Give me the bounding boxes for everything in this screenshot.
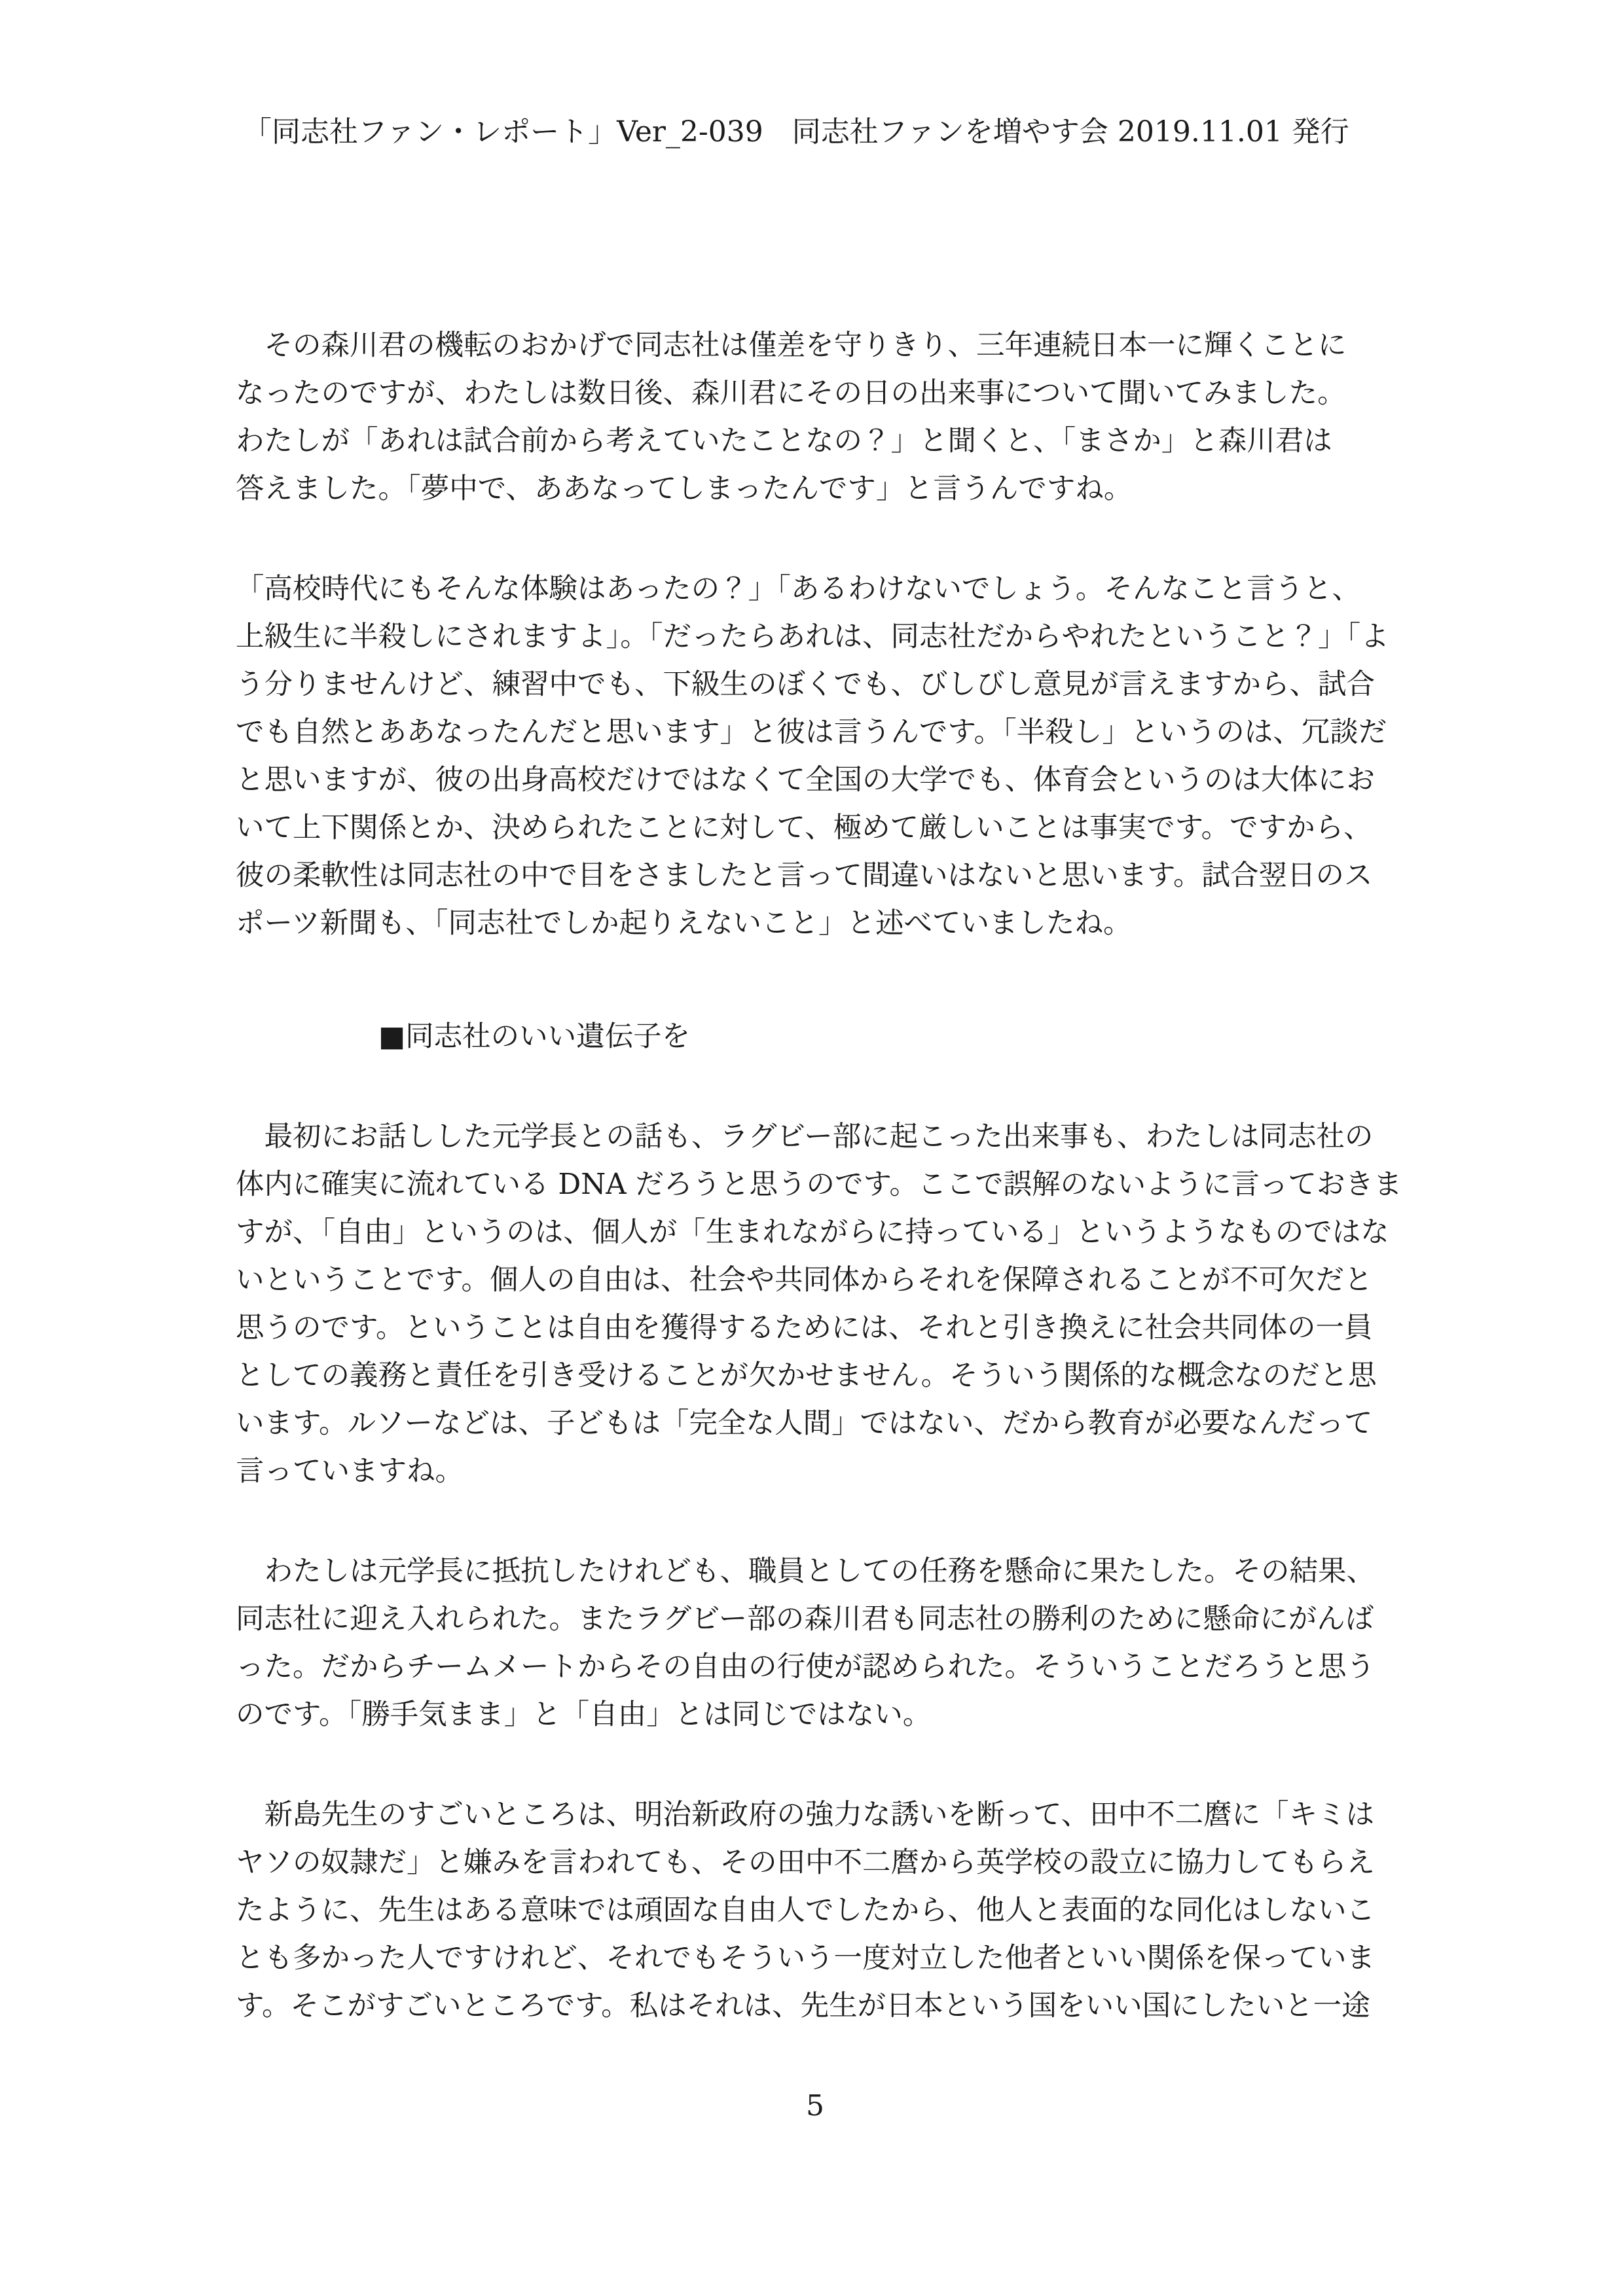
text-line: 同志社に迎え入れられた。またラグビー部の森川君も同志社の勝利のために懸命にがんば bbox=[236, 1603, 1374, 1636]
text-line: ポーツ新聞も、「同志社でしか起りえないこと」と述べていましたね。 bbox=[236, 907, 1132, 940]
text-line: 最初にお話しした元学長との話も、ラグビー部に起こった出来事も、わたしは同志社の bbox=[236, 1121, 1374, 1153]
text-line: でも自然とああなったんだと思います」と彼は言うんです。「半殺し」というのは、冗談だ bbox=[236, 716, 1387, 749]
text-line: のです。「勝手気まま」と「自由」とは同じではない。 bbox=[236, 1698, 932, 1731]
page-number: 5 bbox=[806, 2089, 824, 2123]
text-line: たように、先生はある意味では頑固な自由人でしたから、他人と表面的な同化はしないこ bbox=[236, 1894, 1375, 1927]
text-line: と思いますが、彼の出身高校だけではなくて全国の大学でも、体育会というのは大体にお bbox=[236, 764, 1375, 797]
text-line: ヤソの奴隷だ」と嫌みを言われても、その田中不二麿から英学校の設立に協力してもらえ bbox=[236, 1846, 1375, 1879]
text-line: わたしが「あれは試合前から考えていたことなの？」と聞くと、「まさか」と森川君は bbox=[236, 425, 1332, 457]
document-body bbox=[236, 322, 1402, 2083]
text-line: う分りませんけど、練習中でも、下級生のぼくでも、びしびし意見が言えますから、試合 bbox=[236, 668, 1375, 701]
paragraph bbox=[236, 565, 1395, 948]
text-line: なったのですが、わたしは数日後、森川君にその日の出来事について聞いてみました。 bbox=[236, 377, 1346, 410]
text-line: いということです。個人の自由は、社会や共同体からそれを保障されることが不可欠だと bbox=[236, 1264, 1373, 1297]
text-line: 思うのです。ということは自由を獲得するためには、それと引き換えに社会共同体の一員 bbox=[236, 1312, 1373, 1344]
section-heading-block bbox=[236, 1013, 1395, 1061]
text-line: 新島先生のすごいところは、明治新政府の強力な誘いを断って、田中不二麿に「キミは bbox=[236, 1799, 1375, 1831]
text-line: 上級生に半殺しにされますよ」。「だったらあれは、同志社だからやれたということ？」「よ bbox=[236, 620, 1389, 653]
text-line: 「高校時代にもそんな体験はあったの？」「あるわけないでしょう。そんなこと言うと、 bbox=[236, 573, 1360, 605]
text-line: わたしは元学長に抵抗したけれども、職員としての任務を懸命に果たした。その結果、 bbox=[236, 1555, 1375, 1588]
text-line: った。だからチームメートからその自由の行使が認められた。そういうことだろうと思う bbox=[236, 1651, 1375, 1683]
text-line: す。そこがすごいところです。私はそれは、先生が日本という国をいい国にしたいと一途 bbox=[236, 1990, 1370, 2022]
document-header: 「同志社ファン・レポート」Ver_2-039 同志社ファンを増やす会 2019.11.01 発行 bbox=[243, 115, 1349, 149]
text-line: とも多かった人ですけれど、それでもそういう一度対立した他者といい関係を保っていま bbox=[236, 1942, 1375, 1975]
text-line: います。ルソーなどは、子どもは「完全な人間」ではない、だから教育が必要なんだって bbox=[236, 1407, 1373, 1440]
text-line: 彼の柔軟性は同志社の中で目をさましたと言って間違いはないと思います。試合翌日のス bbox=[236, 859, 1373, 892]
text-line: すが、「自由」というのは、個人が「生まれながらに持っている」というようなものではな bbox=[236, 1216, 1389, 1249]
text-line: いて上下関係とか、決められたことに対して、極めて厳しいことは事実です。ですから、 bbox=[236, 812, 1372, 844]
paragraph bbox=[236, 1113, 1402, 1496]
paragraph bbox=[236, 322, 1395, 513]
paragraph bbox=[236, 1548, 1395, 1739]
text-line: としての義務と責任を引き受けることが欠かせません。そういう関係的な概念なのだと思 bbox=[236, 1359, 1377, 1392]
paragraph bbox=[236, 1791, 1395, 2030]
section-heading: ■同志社のいい遺伝子を bbox=[378, 1020, 691, 1053]
text-line: 言っていますね。 bbox=[236, 1455, 464, 1488]
text-line: 答えました。「夢中で、ああなってしまったんです」と言うんですね。 bbox=[236, 473, 1133, 505]
text-line: 体内に確実に流れている DNA だろうと思うのです。ここで誤解のないように言っておきま bbox=[236, 1168, 1402, 1201]
text-line: その森川君の機転のおかげで同志社は僅差を守りきり、三年連続日本一に輝くことに bbox=[236, 329, 1347, 362]
